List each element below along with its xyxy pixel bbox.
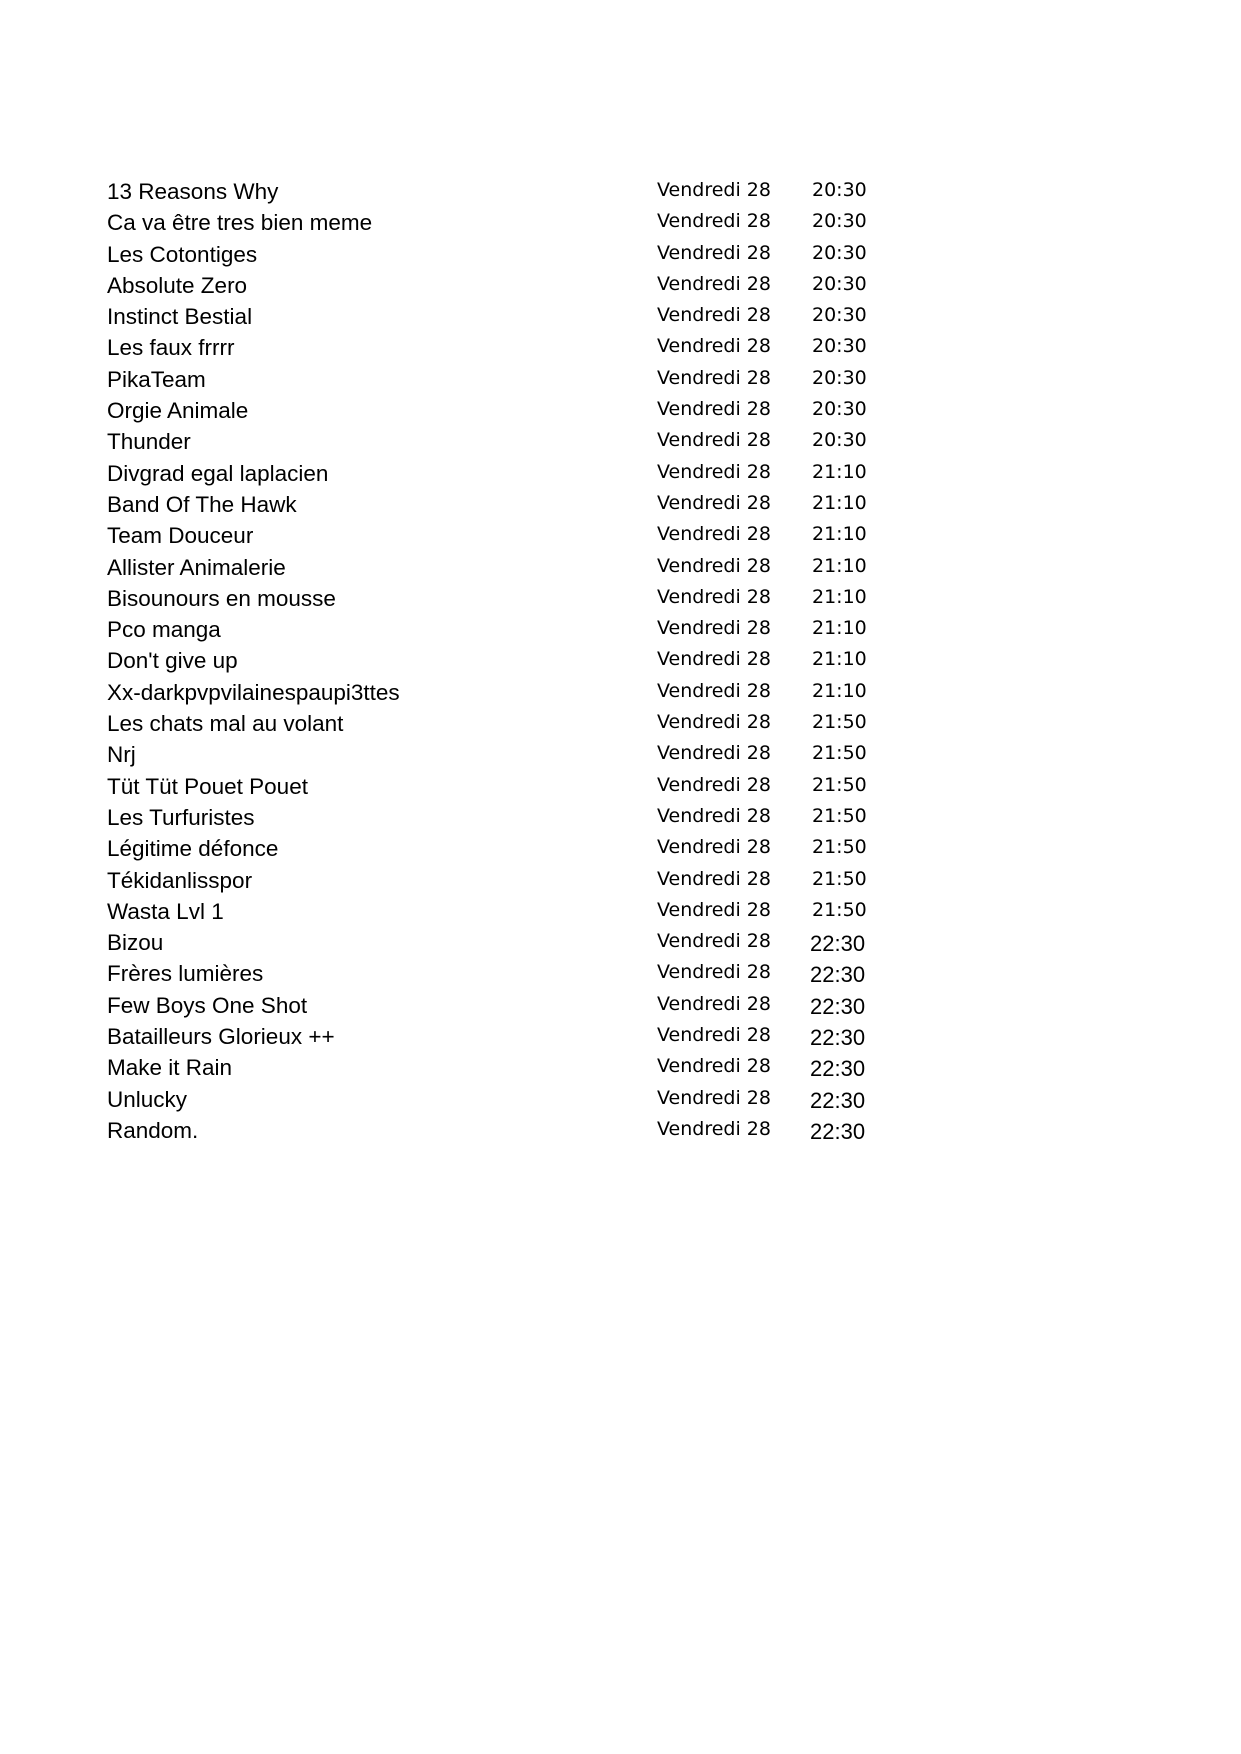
table-row [107,739,887,770]
day-cell: Vendredi 28 [657,460,771,483]
table-row [107,990,887,1021]
time-cell: 21:50 [812,804,867,827]
team-name-cell: Nrj [107,742,136,768]
day-cell: Vendredi 28 [657,1117,771,1140]
team-name-cell: Frères lumières [107,961,264,987]
table-row [107,395,887,426]
team-name-cell: Few Boys One Shot [107,992,308,1018]
time-cell: 21:10 [812,617,867,640]
time-cell: 22:30 [810,931,866,957]
table-row [107,833,887,864]
time-cell: 21:10 [812,679,867,702]
day-cell: Vendredi 28 [657,398,771,421]
team-name-cell: Divgrad egal laplacien [107,460,329,486]
table-row [107,1021,887,1052]
team-name-cell: Allister Animalerie [107,554,286,580]
table-row [107,958,887,989]
team-name-cell: Orgie Animale [107,398,249,424]
table-row [107,552,887,583]
day-cell: Vendredi 28 [657,961,771,984]
team-name-cell: Bizou [107,930,164,956]
day-cell: Vendredi 28 [657,679,771,702]
day-cell: Vendredi 28 [657,241,771,264]
team-name-cell: Band Of The Hawk [107,491,297,517]
day-cell: Vendredi 28 [657,366,771,389]
team-name-cell: Unlucky [107,1086,188,1112]
day-cell: Vendredi 28 [657,773,771,796]
team-name-cell: Les Cotontiges [107,241,258,267]
table-row [107,583,887,614]
time-cell: 21:50 [812,742,867,765]
time-cell: 22:30 [810,1087,866,1113]
table-row [107,207,887,238]
day-cell: Vendredi 28 [657,1024,771,1047]
day-cell: Vendredi 28 [657,585,771,608]
time-cell: 20:30 [812,366,867,389]
day-cell: Vendredi 28 [657,335,771,358]
table-row [107,489,887,520]
team-name-cell: Instinct Bestial [107,304,253,330]
table-row [107,176,887,207]
team-name-cell: Bisounours en mousse [107,585,336,611]
table-row [107,1115,887,1146]
team-name-cell: Légitime défonce [107,836,279,862]
table-row [107,1052,887,1083]
day-cell: Vendredi 28 [657,898,771,921]
time-cell: 20:30 [812,398,867,421]
table-row [107,1084,887,1115]
team-name-cell: Les chats mal au volant [107,711,344,737]
table-row [107,364,887,395]
team-name-cell: Ca va être tres bien meme [107,210,373,236]
day-cell: Vendredi 28 [657,304,771,327]
time-cell: 21:10 [812,648,867,671]
day-cell: Vendredi 28 [657,836,771,859]
time-cell: 22:30 [810,1056,866,1082]
team-name-cell: Tüt Tüt Pouet Pouet [107,773,308,799]
team-name-cell: Don't give up [107,648,238,674]
day-cell: Vendredi 28 [657,210,771,233]
team-name-cell: Random. [107,1117,199,1143]
day-cell: Vendredi 28 [657,867,771,890]
team-name-cell: Absolute Zero [107,272,248,298]
time-cell: 20:30 [812,429,867,452]
schedule-table [107,176,887,1146]
team-name-cell: Wasta Lvl 1 [107,898,224,924]
team-name-cell: Les Turfuristes [107,804,255,830]
table-row [107,677,887,708]
day-cell: Vendredi 28 [657,992,771,1015]
time-cell: 20:30 [812,335,867,358]
team-name-cell: PikaTeam [107,366,206,392]
day-cell: Vendredi 28 [657,742,771,765]
time-cell: 22:30 [810,962,866,988]
table-row [107,270,887,301]
time-cell: 21:50 [812,711,867,734]
day-cell: Vendredi 28 [657,1055,771,1078]
team-name-cell: 13 Reasons Why [107,179,279,204]
time-cell: 21:50 [812,773,867,796]
day-cell: Vendredi 28 [657,554,771,577]
table-row [107,927,887,958]
day-cell: Vendredi 28 [657,617,771,640]
time-cell: 21:50 [812,867,867,890]
day-cell: Vendredi 28 [657,491,771,514]
table-row [107,426,887,457]
day-cell: Vendredi 28 [657,523,771,546]
time-cell: 20:30 [812,210,867,233]
time-cell: 21:10 [812,585,867,608]
time-cell: 20:30 [812,304,867,327]
day-cell: Vendredi 28 [657,272,771,295]
time-cell: 21:10 [812,523,867,546]
table-row [107,802,887,833]
team-name-cell: Xx-darkpvpvilainespaupi3ttes [107,679,400,705]
day-cell: Vendredi 28 [657,179,771,201]
team-name-cell: Les faux frrrr [107,335,235,361]
table-row [107,645,887,676]
time-cell: 21:10 [812,554,867,577]
day-cell: Vendredi 28 [657,711,771,734]
table-row [107,239,887,270]
day-cell: Vendredi 28 [657,648,771,671]
time-cell: 21:50 [812,898,867,921]
team-name-cell: Make it Rain [107,1055,233,1081]
table-row [107,865,887,896]
table-row [107,332,887,363]
table-row [107,458,887,489]
time-cell: 22:30 [810,993,866,1019]
time-cell: 21:10 [812,491,867,514]
table-row [107,896,887,927]
table-row [107,708,887,739]
time-cell: 22:30 [810,1025,866,1051]
time-cell: 20:30 [812,272,867,295]
table-row [107,301,887,332]
team-name-cell: Pco manga [107,617,221,643]
team-name-cell: Team Douceur [107,523,254,549]
table-row [107,771,887,802]
time-cell: 21:10 [812,460,867,483]
team-name-cell: Batailleurs Glorieux ++ [107,1024,335,1050]
time-cell: 20:30 [812,241,867,264]
day-cell: Vendredi 28 [657,930,771,953]
time-cell: 22:30 [810,1118,866,1144]
table-row [107,520,887,551]
team-name-cell: Tékidanlisspor [107,867,253,893]
day-cell: Vendredi 28 [657,429,771,452]
table-row [107,614,887,645]
team-name-cell: Thunder [107,429,191,455]
time-cell: 20:30 [812,179,867,201]
day-cell: Vendredi 28 [657,804,771,827]
time-cell: 21:50 [812,836,867,859]
day-cell: Vendredi 28 [657,1086,771,1109]
